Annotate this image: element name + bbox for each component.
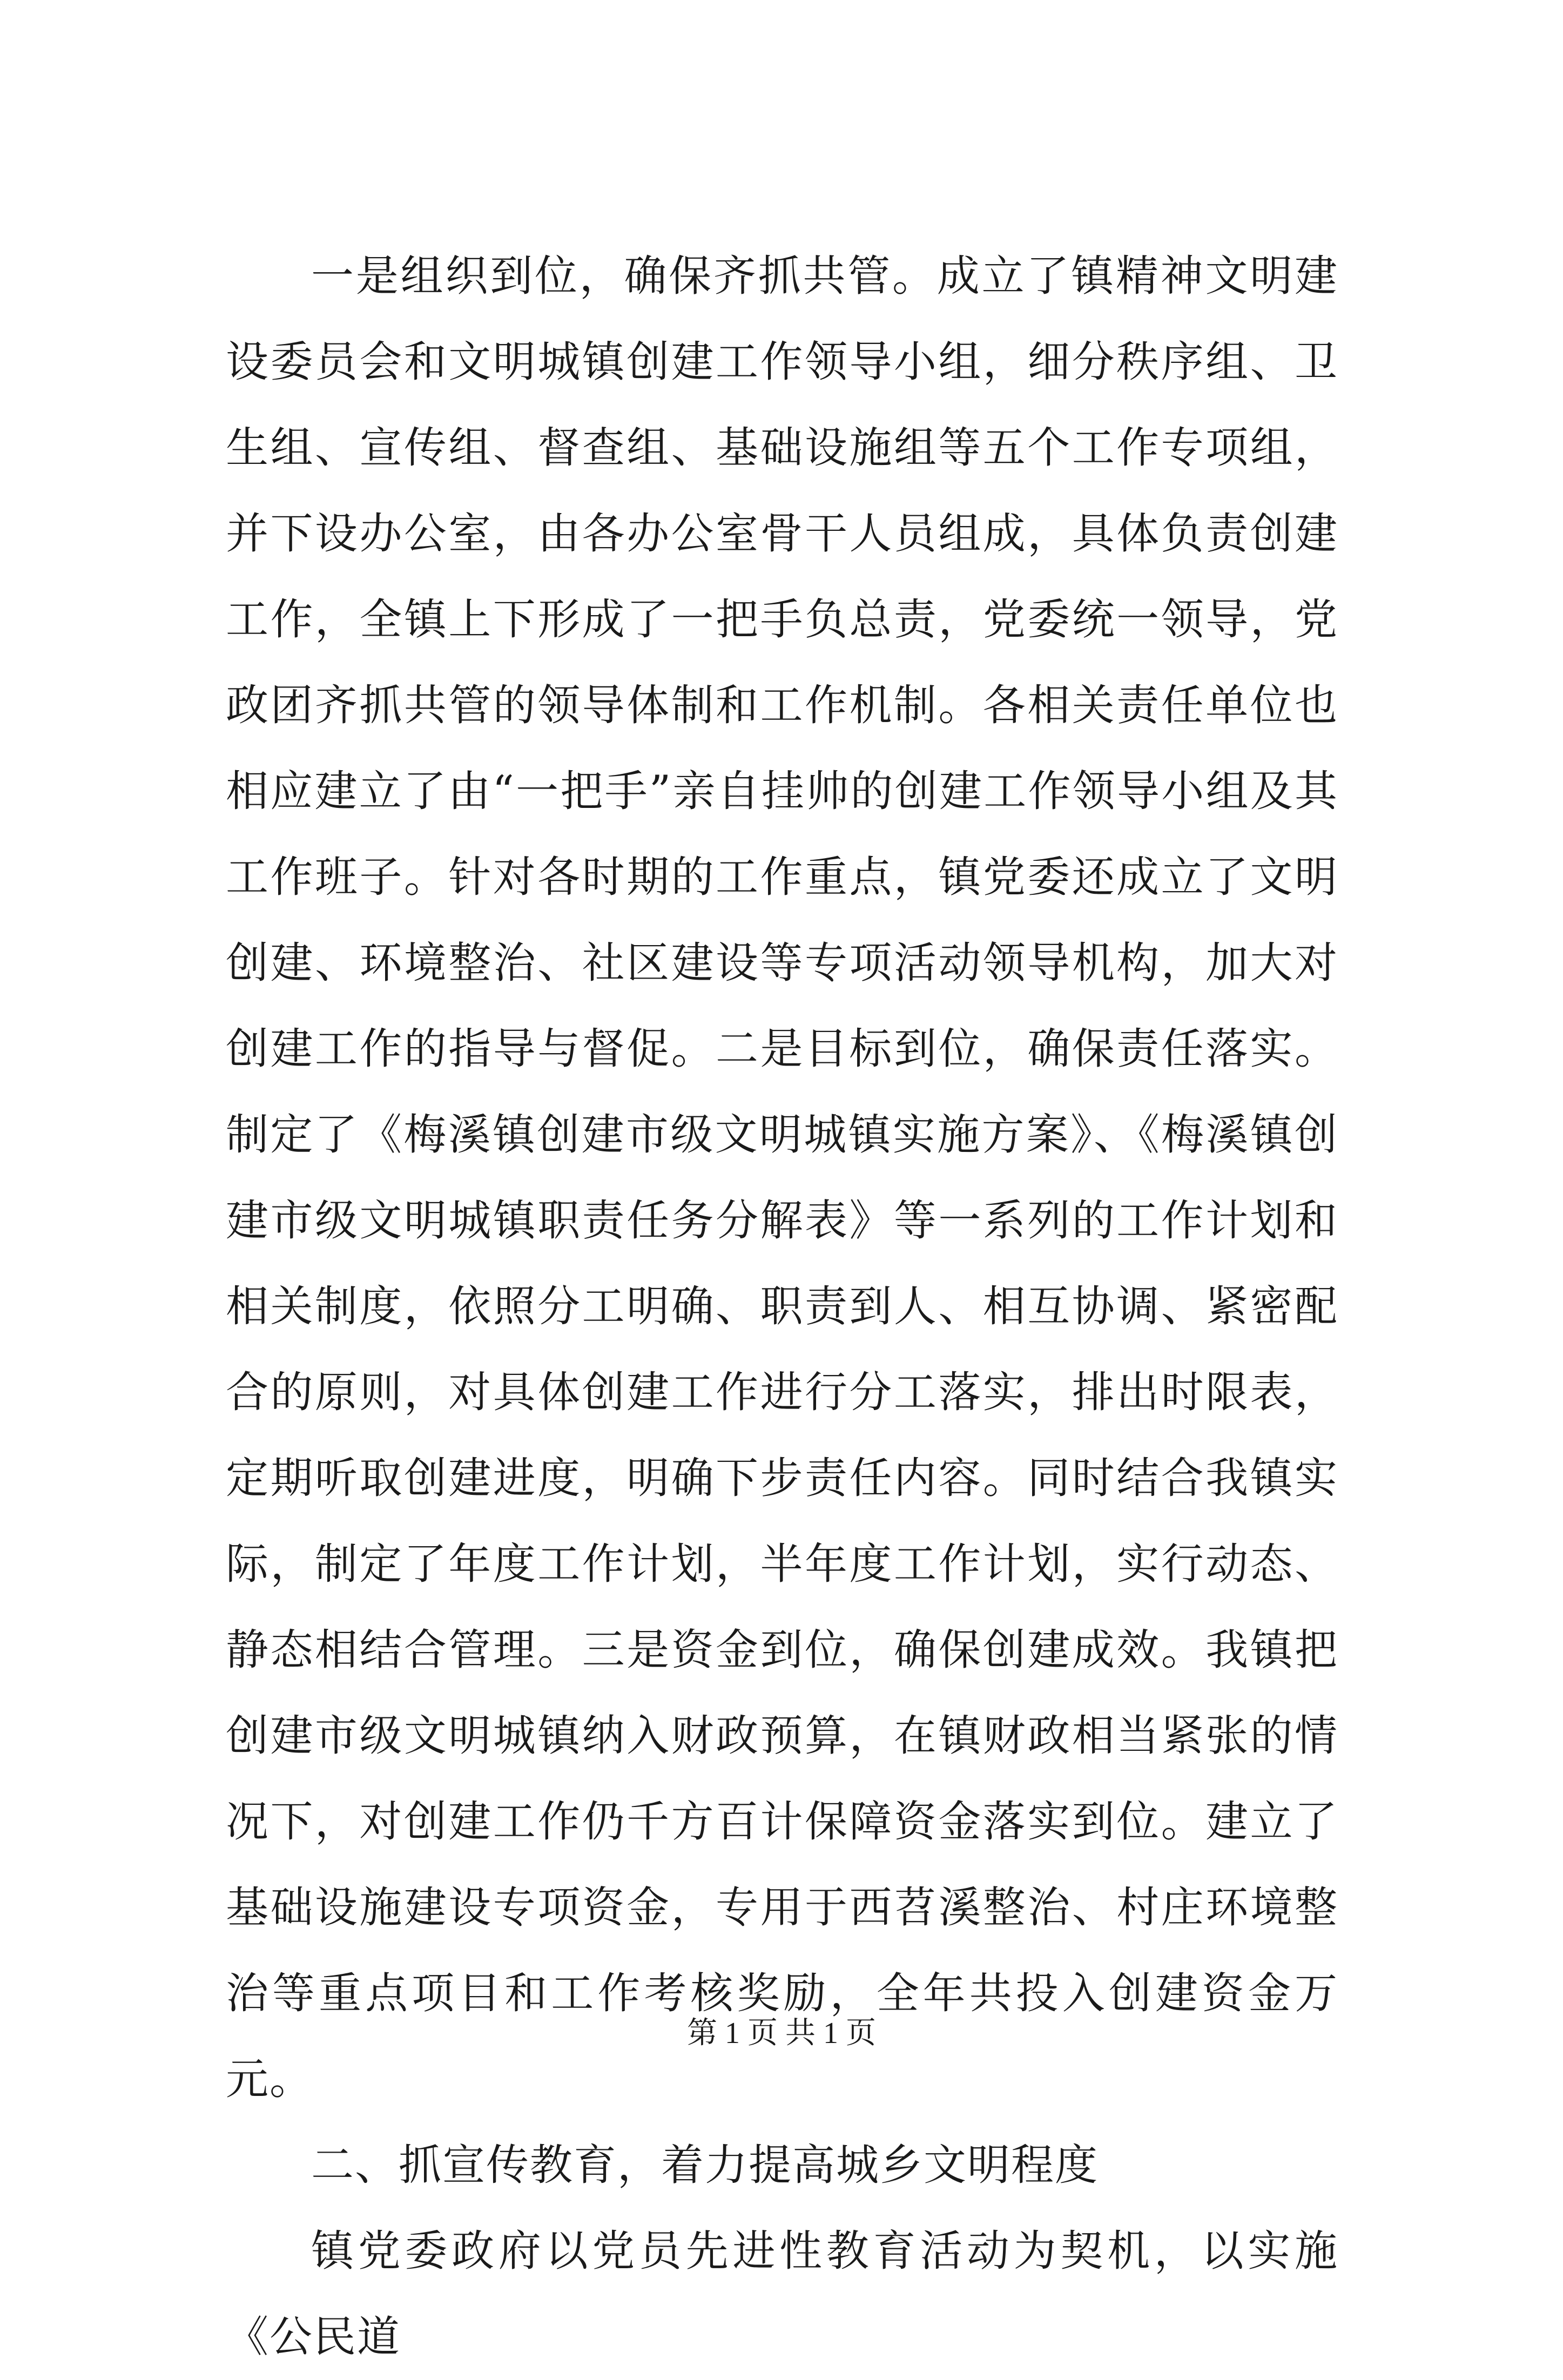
paragraph-organization: 一是组织到位，确保齐抓共管。成立了镇精神文明建设委员会和文明城镇创建工作领导小组，细分秩序组、卫生组、宣传组、督查组、基础设施组等五个工作专项组，并下设办公室，由各办公室骨干人员组成，具体负责创建工作，全镇上下形成了一把手负总责，党委统一领导，党政团齐抓共管的领导体制和工作机制。各相关责任单位也相应建立了由“一把手”亲自挂帅的创建工作领导小组及其工作班子。针对各时期的工作重点，镇党委还成立了文明创建、环境整治、社区建设等专项活动领导机构，加大对创建工作的指导与督促。二是目标到位，确保责任落实。制定了《梅溪镇创建市级文明城镇实施方案》、《梅溪镇创建市级文明城镇职责任务分解表》等一系列的工作计划和相关制度，依照分工明确、职责到人、相互协调、紧密配合的原则，对具体创建工作进行分工落实，排出时限表，定期听取创建进度，明确下步责任内容。同时结合我镇实际，制定了年度工作计划，半年度工作计划，实行动态、静态相结合管理。三是资金到位，确保创建成效。我镇把创建市级文明城镇纳入财政预算，在镇财政相当紧张的情况下，对创建工作仍千方百计保障资金落实到位。建立了基础设施建设专项资金，专用于西苕溪整治、村庄环境整治等重点项目和工作考核奖励，全年共投入创建资金万元。	[226, 251, 1338, 2104]
document-body	[226, 233, 1338, 2380]
section-heading-publicity: 二、抓宣传教育，着力提高城乡文明程度	[311, 2140, 1099, 2190]
page-footer: 第 1 页 共 1 页	[687, 2017, 876, 2050]
paragraph-publicity: 镇党委政府以党员先进性教育活动为契机，以实施《公民道	[226, 2226, 1338, 2362]
